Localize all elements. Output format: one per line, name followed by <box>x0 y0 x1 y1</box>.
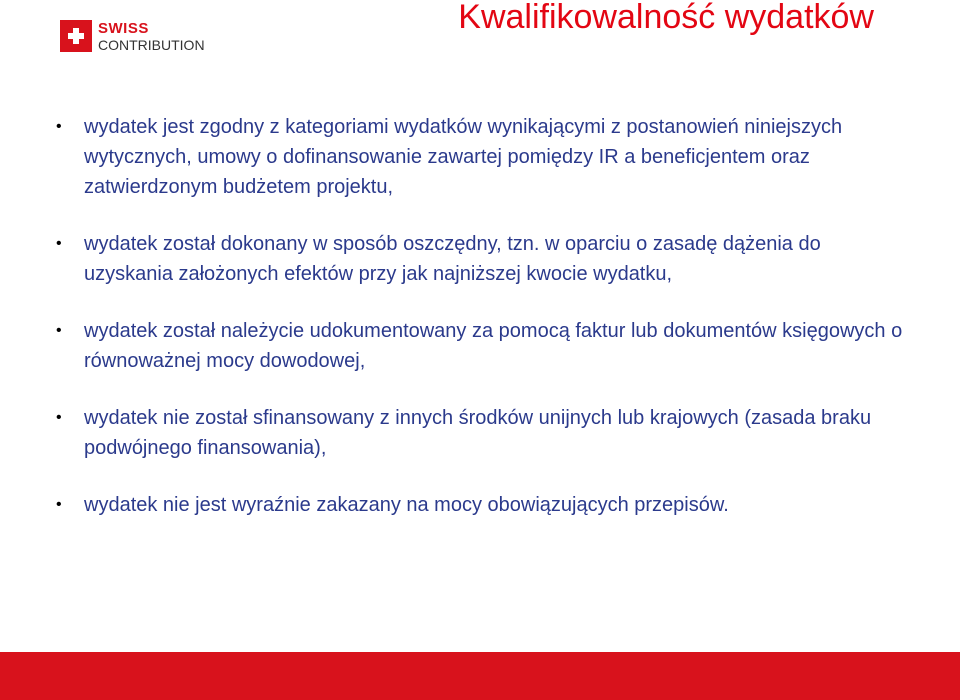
bullet-item <box>48 316 908 376</box>
bullet-text: wydatek został dokonany w sposób oszczędny, tzn. w oparciu o zasadę dążenia do uzyskania założonych efektów przy jak najniższej kwocie wydatku, <box>84 233 821 285</box>
bullet-icon: • <box>56 496 62 513</box>
bullet-item <box>48 229 908 289</box>
logo-line2: CONTRIBUTION <box>98 36 205 53</box>
bullet-text: wydatek nie jest wyraźnie zakazany na mocy obowiązujących przepisów. <box>84 494 729 516</box>
logo-text <box>98 21 205 52</box>
swiss-contribution-logo <box>60 20 205 52</box>
swiss-cross-icon <box>60 20 92 52</box>
bullet-text: wydatek jest zgodny z kategoriami wydatków wynikającymi z postanowień niniejszych wytycznych, umowy o dofinansowanie zawartej pomiędzy IR a beneficjentem oraz zatwierdzonym budżetem projektu, <box>84 116 843 198</box>
slide-title: Kwalifikowalność wydatków <box>458 0 874 36</box>
bullet-text: wydatek nie został sfinansowany z innych środków unijnych lub krajowych (zasada braku podwójnego finansowania), <box>84 407 872 459</box>
bullet-item <box>48 403 908 463</box>
bullet-list <box>48 112 908 520</box>
bullet-icon: • <box>56 322 62 339</box>
bullet-icon: • <box>56 235 62 252</box>
bullet-item <box>48 490 908 520</box>
bullet-icon: • <box>56 409 62 426</box>
bullet-text: wydatek został należycie udokumentowany za pomocą faktur lub dokumentów księgowych o równoważnej mocy dowodowej, <box>84 320 903 372</box>
bullet-item <box>48 112 908 202</box>
bullet-icon: • <box>56 118 62 135</box>
logo-line1: SWISS <box>98 19 149 37</box>
footer-bar <box>0 652 960 700</box>
